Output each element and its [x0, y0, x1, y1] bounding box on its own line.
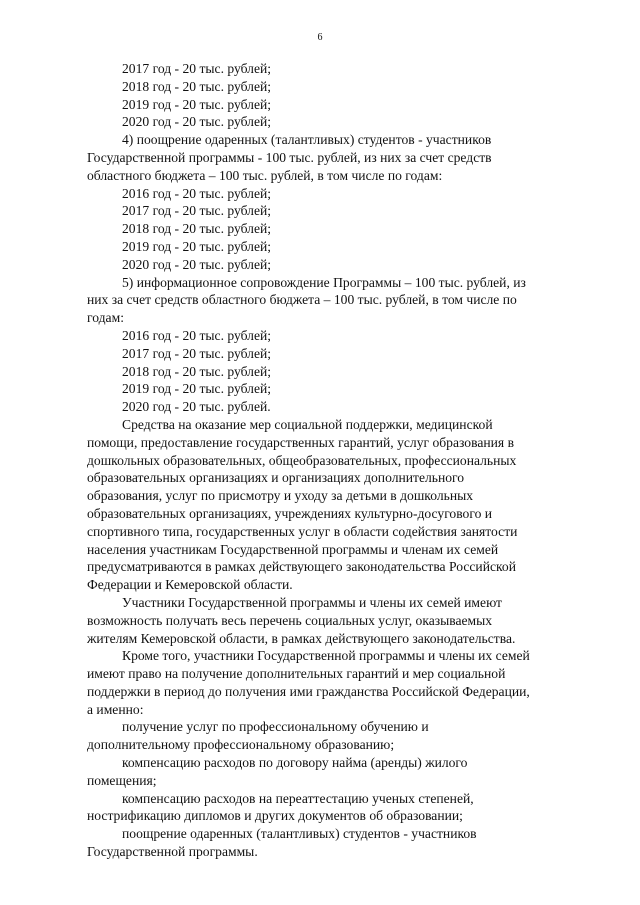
text-line: 2020 год - 20 тыс. рублей;: [122, 256, 272, 272]
text-line: дополнительному профессиональному образованию;: [87, 737, 395, 753]
text-line: населения участникам Государственной программы и членам их семей: [87, 541, 499, 557]
text-line: 2019 год - 20 тыс. рублей;: [122, 381, 272, 397]
text-line: дошкольных образовательных, общеобразовательных, профессиональных: [87, 452, 517, 468]
text-line: имеют право на получение дополнительных гарантий и мер социальной: [87, 666, 506, 682]
text-line: жителям Кемеровской области, в рамках действующего законодательства.: [87, 630, 516, 646]
text-line: 4) поощрение одаренных (талантливых) студентов - участников: [122, 132, 492, 148]
page-number: 6: [317, 32, 323, 43]
text-line: получение услуг по профессиональному обучению и: [122, 719, 429, 735]
text-line: помощи, предоставление государственных гарантий, услуг образования в: [87, 434, 514, 450]
text-line: 2020 год - 20 тыс. рублей;: [122, 114, 272, 130]
text-line: 2018 год - 20 тыс. рублей;: [122, 363, 272, 379]
text-line: поощрение одаренных (талантливых) студентов - участников: [122, 826, 477, 842]
text-line: компенсацию расходов на переаттестацию ученых степеней,: [122, 790, 474, 806]
text-line: возможность получать весь перечень социальных услуг, оказываемых: [87, 612, 493, 628]
text-line: 2016 год - 20 тыс. рублей;: [122, 185, 272, 201]
text-line: них за счет средств областного бюджета – 100 тыс. рублей, в том числе по: [87, 292, 517, 308]
text-line: 5) информационное сопровождение Программы – 100 тыс. рублей, из: [122, 274, 526, 290]
text-line: 2020 год - 20 тыс. рублей.: [122, 399, 271, 415]
text-line: поддержки в период до получения ими гражданства Российской Федерации,: [87, 683, 530, 699]
text-line: компенсацию расходов по договору найма (аренды) жилого: [122, 755, 468, 771]
text-line: предусматриваются в рамках действующего законодательства Российской: [87, 559, 516, 575]
text-line: нострификацию дипломов и других документов об образовании;: [87, 808, 463, 824]
text-line: 2018 год - 20 тыс. рублей;: [122, 221, 272, 237]
text-line: образования, услуг по присмотру и уходу за детьми в дошкольных: [87, 488, 474, 504]
text-line: Средства на оказание мер социальной поддержки, медицинской: [122, 416, 493, 432]
text-line: 2017 год - 20 тыс. рублей;: [122, 61, 272, 76]
document-body: [87, 60, 579, 861]
text-line: Государственной программы.: [87, 844, 258, 860]
text-line: спортивного типа, государственных услуг в области содействия занятости: [87, 523, 518, 539]
text-line: 2016 год - 20 тыс. рублей;: [122, 327, 272, 343]
text-line: 2017 год - 20 тыс. рублей;: [122, 203, 272, 219]
text-line: Кроме того, участники Государственной программы и члены их семей: [122, 648, 530, 664]
text-line: Государственной программы - 100 тыс. рублей, из них за счет средств: [87, 149, 492, 165]
text-line: а именно:: [87, 701, 144, 717]
text-line: 2019 год - 20 тыс. рублей;: [122, 96, 272, 112]
text-line: образовательных организациях, учреждениях культурно-досугового и: [87, 505, 493, 521]
text-line: годам:: [87, 310, 124, 326]
text-line: областного бюджета – 100 тыс. рублей, в том числе по годам:: [87, 167, 443, 183]
text-line: 2017 год - 20 тыс. рублей;: [122, 345, 272, 361]
text-line: образовательных организациях и организациях дополнительного: [87, 470, 465, 486]
text-line: Федерации и Кемеровской области.: [87, 577, 293, 593]
text-line: 2019 год - 20 тыс. рублей;: [122, 238, 272, 254]
text-line: помещения;: [87, 772, 157, 788]
text-line: Участники Государственной программы и члены их семей имеют: [122, 594, 502, 610]
text-line: 2018 год - 20 тыс. рублей;: [122, 78, 272, 94]
